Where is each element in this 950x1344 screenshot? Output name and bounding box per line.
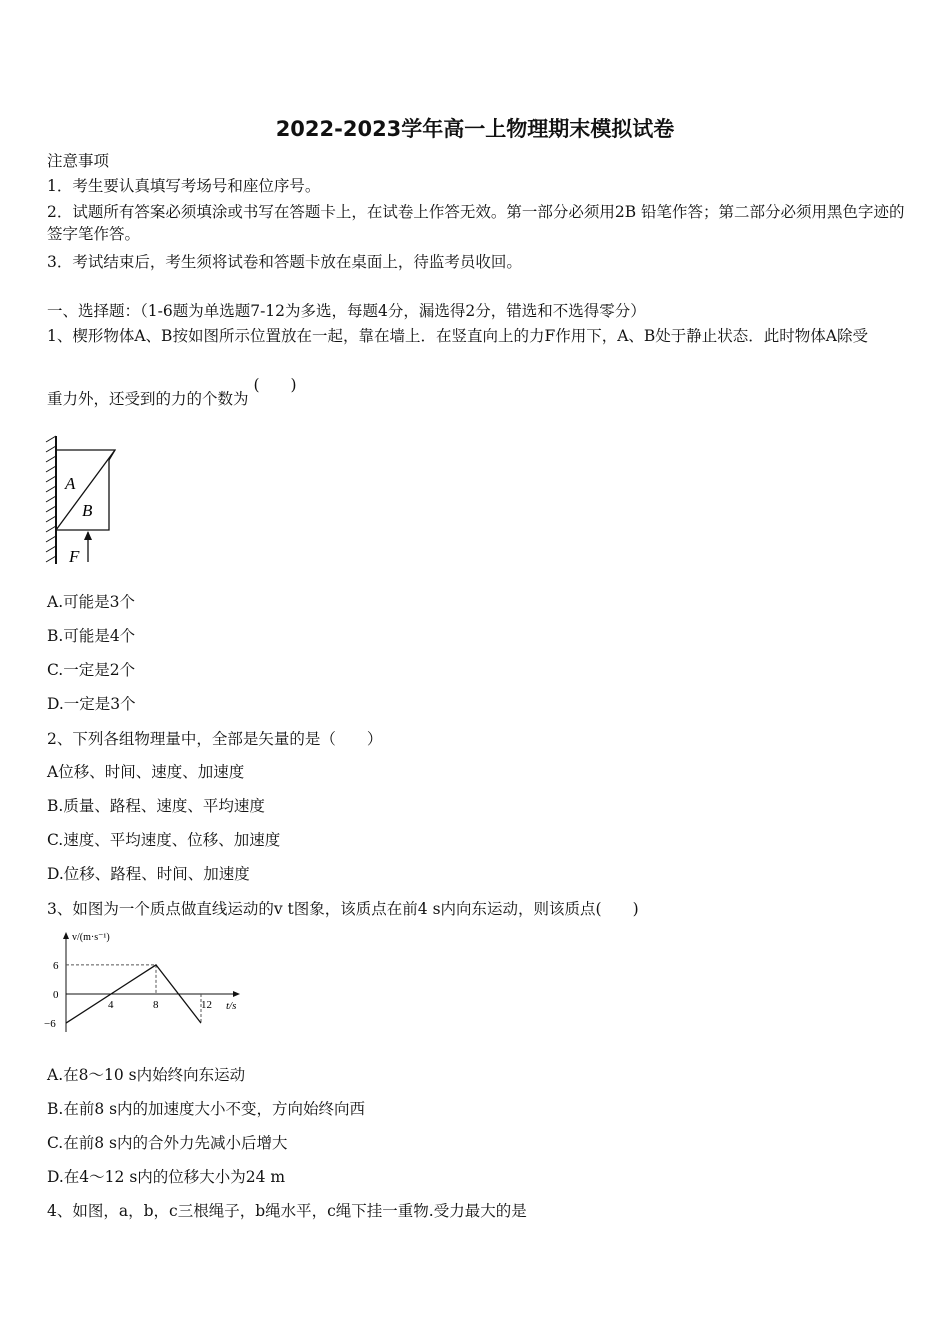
x-axis-label: t/s bbox=[226, 1000, 237, 1012]
q3-option-d: D.在4～12 s内的位移大小为24 m bbox=[47, 1168, 286, 1186]
q2-stem: 2、下列各组物理量中，全部是矢量的是（ ） bbox=[47, 730, 383, 748]
page-title: 2022-2023学年高一上物理期末模拟试卷 bbox=[275, 117, 675, 141]
q1-label-b: B bbox=[82, 501, 93, 520]
q3-option-c: C.在前8 s内的合外力先减小后增大 bbox=[47, 1134, 288, 1152]
q1-answer-blank: ( ) bbox=[253, 376, 297, 394]
y-tick-label-1: 0 bbox=[53, 989, 59, 1001]
q1-option-d: D.一定是3个 bbox=[47, 695, 136, 713]
x-axis-arrow bbox=[233, 991, 240, 997]
q2-option-c: C.速度、平均速度、位移、加速度 bbox=[47, 831, 281, 849]
q1-option-c: C.一定是2个 bbox=[47, 661, 136, 679]
notice-item-2: 2．试题所有答案必须填涂或书写在答题卡上，在试卷上作答无效。第一部分必须用2B 铅笔作答；第二部分必须用黑色字迹的签字笔作答。 bbox=[47, 203, 905, 243]
q1-stem-text: 重力外，还受到的力的个数为 bbox=[47, 390, 249, 408]
notice-heading: 注意事项 bbox=[47, 152, 110, 170]
x-tick-label-0: 4 bbox=[108, 999, 114, 1011]
q1-option-b: B.可能是4个 bbox=[47, 627, 136, 645]
notice-item-1: 1．考生要认真填写考场号和座位序号。 bbox=[47, 177, 321, 195]
q3-option-b: B.在前8 s内的加速度大小不变，方向始终向西 bbox=[47, 1100, 366, 1118]
q1-stem-line2 bbox=[47, 376, 297, 410]
y-tick-label-0: 6 bbox=[53, 959, 59, 972]
q1-label-f: F bbox=[69, 547, 80, 566]
section-heading: 一、选择题：（1-6题为单选题7-12为多选，每题4分，漏选得2分，错选和不选得零分） bbox=[47, 302, 646, 320]
q4-stem: 4、如图，a，b，c三根绳子，b绳水平，c绳下挂一重物.受力最大的是 bbox=[47, 1202, 527, 1220]
notice-item-3: 3．考试结束后，考生须将试卷和答题卡放在桌面上，待监考员收回。 bbox=[47, 253, 522, 271]
y-axis-arrow bbox=[63, 932, 69, 939]
x-tick-label-2: 12 bbox=[201, 999, 212, 1011]
y-tick-label-2: −6 bbox=[44, 1018, 56, 1031]
q1-label-a: A bbox=[65, 474, 76, 493]
q1-stem-line1: 1、楔形物体A、B按如图所示位置放在一起，靠在墙上．在竖直向上的力F作用下，A、B处于静止状态．此时物体A除受 bbox=[47, 327, 868, 345]
q2-option-b: B.质量、路程、速度、平均速度 bbox=[47, 797, 265, 815]
q1-option-a: A.可能是3个 bbox=[47, 593, 135, 611]
q2-option-d: D.位移、路程、时间、加速度 bbox=[47, 865, 250, 883]
q1-wedge-figure bbox=[38, 432, 138, 572]
q3-option-a: A.在8～10 s内始终向东运动 bbox=[47, 1066, 246, 1084]
y-axis-label: v/(m·s⁻¹) bbox=[72, 932, 110, 943]
q2-option-a: A位移、时间、速度、加速度 bbox=[47, 763, 245, 781]
q3-vt-chart bbox=[40, 926, 250, 1038]
x-tick-label-1: 8 bbox=[153, 999, 159, 1011]
q3-stem: 3、如图为一个质点做直线运动的v t图象，该质点在前4 s内向东运动，则该质点( ) bbox=[47, 900, 639, 918]
